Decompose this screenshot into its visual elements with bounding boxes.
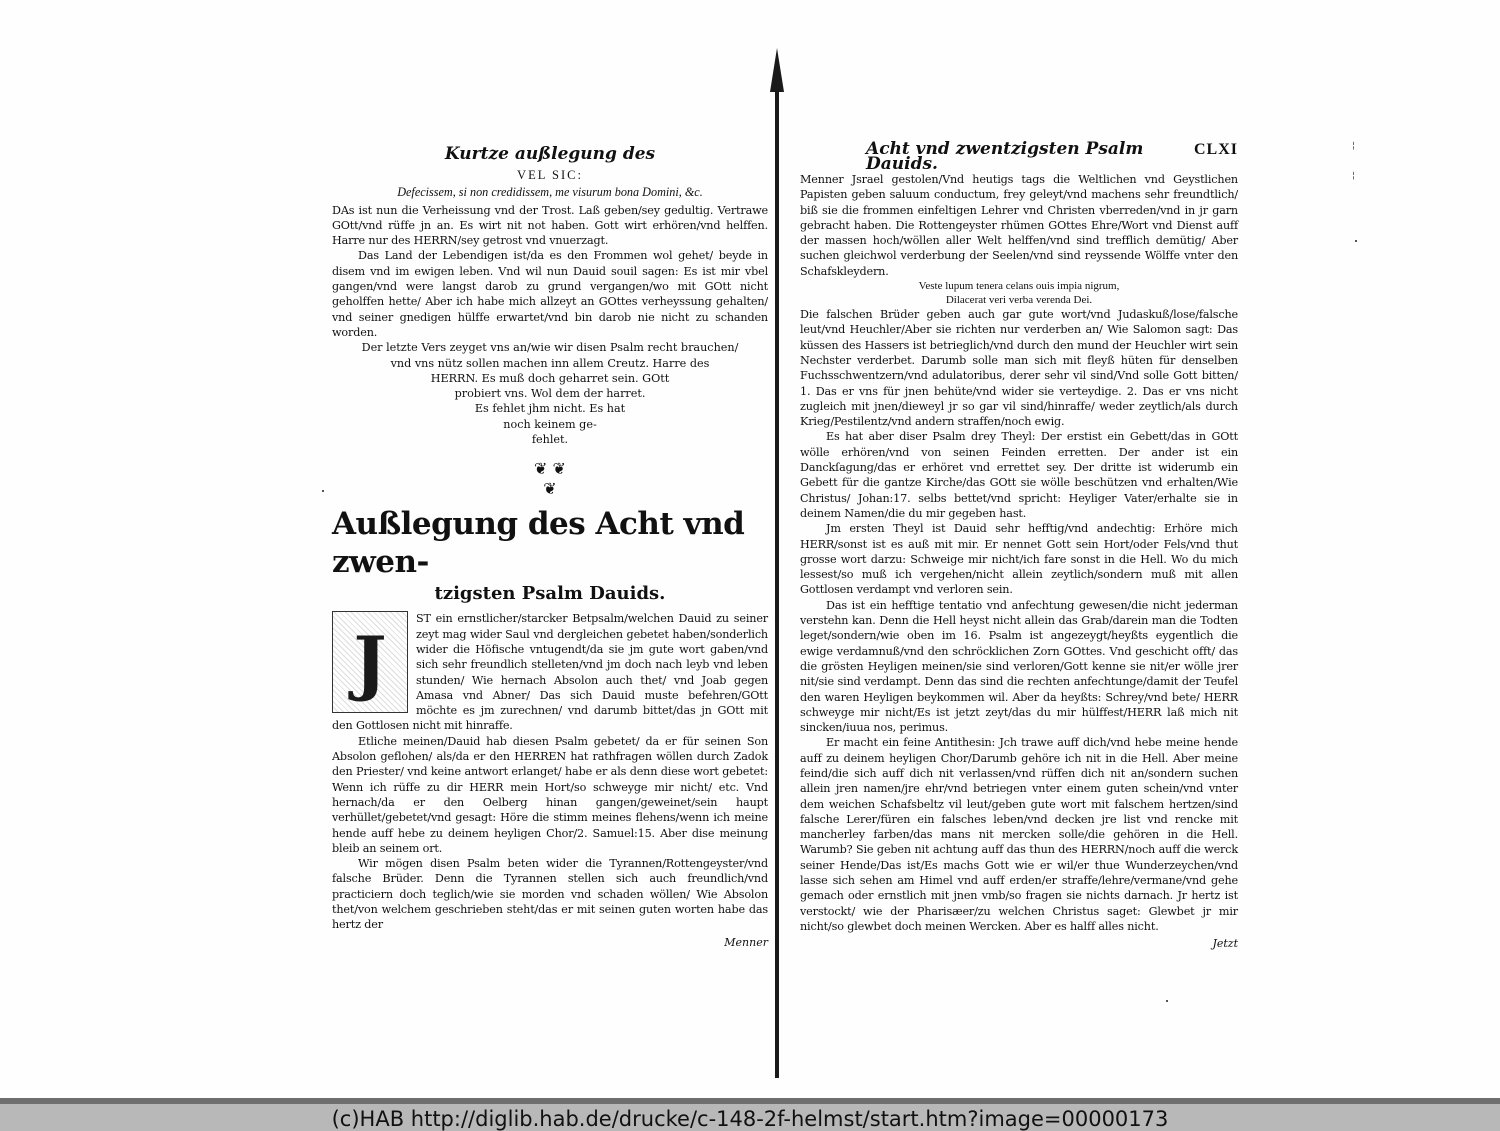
- catchword: Jetzt: [1212, 937, 1238, 951]
- right-paragraph: Das ist ein hefftige tentatio vnd anfechtung gewesen/die nicht jederman verstehn kan. Denn die Hell heyst nicht allein das Grab/darein man die Todten leget/sondern/wie oben im 16. Psalm ist angezeygt/heyßts eygentlich die ewige verdamnuß/vnd den schröcklichen Zorn GOttes. Vnd geschicht offt/ das die grösten Heyligen meinen/sie sind verloren/Gott kenne sie nit/er wölle jrer nit/sie sind verdampt. Denn das sind die rechten anfechtunge/damit der Teufel den waren Heyligen beykommen wil. Aber da heyßts: Schrey/vnd bete/ HERR schweyge mir nicht/Es ist jetzt zeyt/das du mir hülffest/HERR laß mich nit sincken/iuua nos, perimus.: [800, 598, 1238, 735]
- left-paragraph: Das Land der Lebendigen ist/da es den Frommen wol gehet/ beyde in disem vnd im ewigen leben. Vnd wil nun Dauid souil sagen: Es ist mir vbel gangen/vnd were langst darob zu grund vergangen/wo mit GOtt nicht geholffen hette/ Aber ich habe mich allzeyt an GOttes verheyssung gehalten/ vnd seiner gnedigen hülffe erwartet/vnd bin darob nie nicht zu schanden worden.: [332, 249, 768, 339]
- right-paragraph: Es hat aber diser Psalm drey Theyl: Der erstist ein Gebett/das in GOtt wölle erhören/vnd von seinen Feinden erretten. Der ander ist ein Danckſagung/das er erhöret vnd errettet sey. Der dritte ist widerumb ein Gebett für die gantze Kirche/das GOtt sie wölle beschützen vnd erhalten/Wie Christus/ Johan:17. selbs bettet/vnd spricht: Heyliger Vater/erhalte sie in deinem Namen/die du mir gegeben hast.: [800, 430, 1238, 520]
- margin-mark: ¦: [1352, 171, 1356, 181]
- catchword: Menner: [724, 935, 768, 949]
- taper-line: probiert vns. Wol dem der harret.: [454, 387, 646, 401]
- right-paragraph: Die falschen Brüder geben auch gar gute wort/vnd Judaskuß/lose/falsche leut/vnd Heuchler/Aber sie richten nur verderben an/ Wie Salomon sagt: Das küssen des Hassers ist betrieglich/vnd durch den mund der Heuchler wirt sein Nechster verderbet. Darumb solle man sich mit fleyß hüten für denselben Fuchsschwentzern/vnd adulatoribus, derer sehr vil sind/Vnd solle Gott bitten/ 1. Das er vns für jnen behüte/vnd wider sie verteydige. 2. Das er vns nicht zugleich mit jnen/dieweyl jr so gar vil sind/hinraffe/ weder zeytlich/als durch Krieg/Pestilentz/vnd andern straffen/noch ewig.: [800, 308, 1238, 429]
- fleuron-single: ❦: [543, 479, 557, 499]
- taper-line: noch keinem ge-: [503, 417, 597, 431]
- margin-mark: ¦: [1352, 141, 1356, 151]
- right-paragraph: Er macht ein feine Antithesin: Jch trawe auff dich/vnd hebe meine hende auff zu deinem heyligen Chor/Darumb gehöre ich nit in die Hell. Aber meine feind/die sich auff dich nit verlassen/vnd rüffen dich nit an/sondern suchen allein jren namen/jre ehr/vnd betriegen vnter einem guten schein/vnd vnter dem weichen Schafsbeltz vil leut/geben gute wort mit falschem hertzen/sind falsche Lerer/füren ein falsches leben/vnd decken jre list vnd rencke mit mancherley farben/das mans nit mercken solle/die gehören in die Hell. Warumb? Sie geben nit achtung auff das thun des HERRN/noch auff die werck seiner Hende/Das ist/Es machs Gott wie er wil/er thue Wunderzeychen/vnd lasse sich sehen am Himel vnd auff erden/er straffe/lehre/vermane/vnd gehe gemach oder ernstlich mit jnen vmb/so fragen sie nichts darnach. Jr hertz ist verstockt/ wie der Pharisæer/zu welchen Christus saget: Glewbet jr mir nicht/so glewbet doch meinen Wercken. Aber es halff alles nicht.: [800, 736, 1238, 933]
- tapered-text-block: [332, 340, 768, 447]
- taper-line: Es fehlet jhm nicht. Es hat: [474, 402, 626, 416]
- decorated-initial: J: [332, 611, 408, 713]
- taper-line: fehlet.: [531, 433, 569, 447]
- footer-credit-text: (c)HAB http://diglib.hab.de/drucke/c-148-2f-helmst/start.htm?image=00000173: [331, 1107, 1169, 1131]
- left-paragraph: Wir mögen disen Psalm beten wider die Tyrannen/Rottengeyster/vnd falsche Brüder. Denn die Tyrannen stellen sich auch freundlich/vnd practiciern doch teglich/wie sie morden vnd schaden wöllen/ Wie Absolon thet/von welchem geschrieben steht/das er mit seinen guten worten habe das hertz der: [332, 857, 768, 932]
- left-running-head: Kurtze außlegung des: [444, 144, 656, 164]
- folio-number: CLXI: [1193, 141, 1238, 158]
- section-title: Außlegung des Acht vnd zwen-: [332, 506, 745, 581]
- latin-verse-quote: Defecissem, si non credidissem, me visurum bona Domini, &c.: [397, 185, 703, 200]
- scan-speck: [322, 490, 324, 492]
- taper-line: HERRN. Es muß doch geharret sein. GOtt: [430, 371, 670, 385]
- copyright-footer: [0, 1098, 1500, 1131]
- right-page: [800, 139, 1238, 952]
- section-subtitle: tzigsten Psalm Dauids.: [434, 583, 666, 605]
- taper-line: vnd vns nütz sollen machen inn allem Creutz. Harre des: [390, 356, 710, 370]
- opening-paragraph-text: ST ein ernstlicher/starcker Betpsalm/welchen Dauid zu seiner zeyt mag wider Saul vnd dergleichen gebetet haben/sonderlich wider die Höfische vntugendt/da sie jm gute wort gaben/vnd sich sehr freundlich stelleten/vnd jm doch nach leyb vnd leben stunden/ Wie hernach Absolon auch thet/ vnd Joab gegen Amasa vnd Abner/ Das sich Dauid muste befehren/GOtt möchte es jm zurechnen/ vnd darumb bittet/das jn GOtt mit den Gottlosen nicht mit hinraffe.: [332, 612, 768, 733]
- book-spine-gutter: [770, 48, 784, 1082]
- scan-speck: [1355, 240, 1357, 242]
- opening-paragraph: [332, 611, 768, 733]
- scan-speck: [1166, 1000, 1168, 1002]
- right-paragraph: Jm ersten Theyl ist Dauid sehr hefftig/vnd andechtig: Erhöre mich HERR/sonst ist es auß mit mir. Er nennet Gott sein Hort/oder Fels/vnd thut grosse wort darzu: Schweige mir nicht/ich fare sonst in die Hell. Wo du mich lessest/so muß ich vergehen/nicht allein zeytlich/sondern muß mit allen Gottlosen verdampt vnd verloren sein.: [800, 522, 1238, 597]
- fleuron-pair: ❦ ❦: [534, 459, 566, 479]
- vel-sic-heading: VEL SIC:: [517, 168, 583, 182]
- latin-verse-line: Dilacerat veri verba verenda Dei.: [945, 294, 1093, 307]
- right-running-head: Acht vnd zwentzigsten Psalm Dauids.: [866, 139, 1144, 175]
- left-paragraph: Etliche meinen/Dauid hab diesen Psalm gebetet/ da er für seinen Son Absolon geflohen/ als/da er den HERREN hat rathfragen wöllen durch Zadok den Priester/ vnd keine antwort erlanget/ habe er als denn diese wort gebetet: Wenn ich rüffe zu dir HERR mein Hort/so schweyge mir nicht/ etc. Vnd hernach/da er den Oelberg hinan gangen/geweinet/sein haupt verhüllet/gebetet/vnd gesagt: Höre die stimm meines flehens/wenn ich meine hende auff hebe zu deinem heyligen Chor/2. Samuel:15. Aber dise meinung bleib an seinem ort.: [332, 734, 768, 855]
- spine-line: [775, 68, 779, 1078]
- latin-verse-line: Veste lupum tenera celans ouis impia nigrum,: [918, 280, 1120, 293]
- right-paragraph: Menner Jsrael gestolen/Vnd heutigs tags die Weltlichen vnd Geystlichen Papisten geben saluum conductum, frey geleyt/vnd machens sehr freundtlich/ biß sie die frommen einfeltigen Lehrer vnd Christen vberreden/vnd in jr garn gebracht haben. Die Rottengeyster rhümen GOttes Ehre/Wort vnd Dienst auff der massen hoch/wöllen aller Welt helffen/vnd sind trefflich demütig/ Aber suchen gleichwol verderbung der Seelen/vnd sind reyssende Wölffe vnter den Schafskleydern.: [800, 173, 1238, 278]
- taper-line: Der letzte Vers zeyget vns an/wie wir disen Psalm recht brauchen/: [361, 341, 739, 355]
- left-page: [332, 140, 768, 950]
- left-paragraph: DAs ist nun die Verheissung vnd der Trost. Laß geben/sey gedultig. Vertrawe GOtt/vnd rüffe jn an. Es wirt nit not haben. Gott wirt erhören/vnd helffen. Harre nur des HERRN/sey getrost vnd vnuerzagt.: [332, 203, 768, 248]
- fleuron-ornaments: [332, 459, 768, 499]
- right-running-head-row: [800, 139, 1238, 175]
